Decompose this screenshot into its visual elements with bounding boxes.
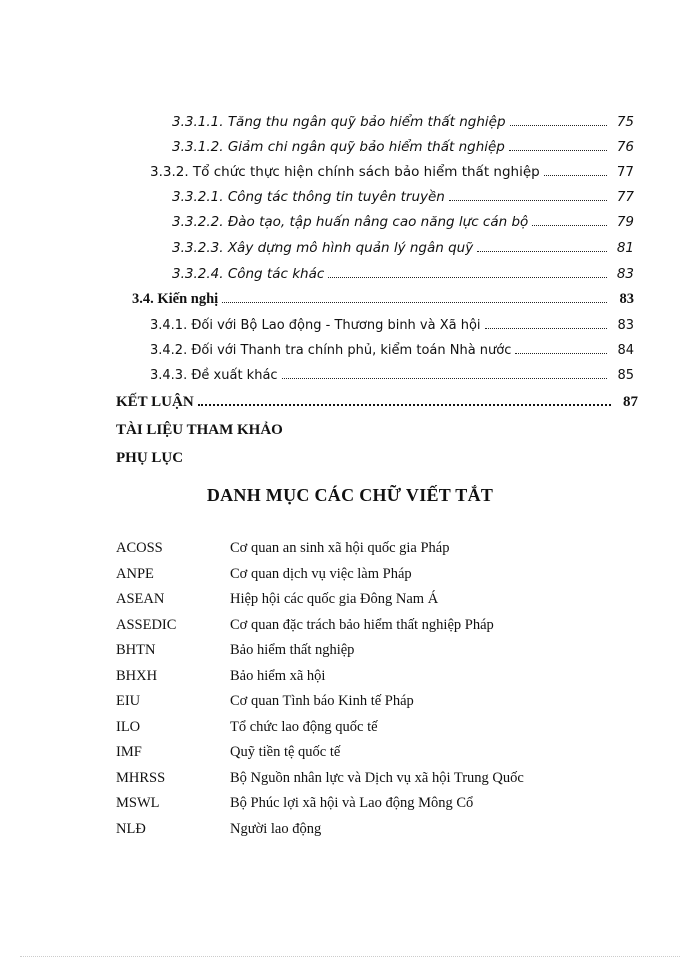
abbreviation-row <box>116 642 636 659</box>
abbreviation-meaning: Cơ quan dịch vụ việc làm Pháp <box>230 566 412 582</box>
abbreviation-row <box>116 668 636 685</box>
toc-leader-dots <box>449 199 607 201</box>
toc-entry[interactable] <box>150 343 634 358</box>
page-bottom-divider <box>20 956 680 957</box>
abbreviation-code: BHXH <box>116 668 158 684</box>
toc-entry-page: 83 <box>617 318 634 333</box>
abbreviation-code: MSWL <box>116 795 160 811</box>
toc-entry-title: 3.4.3. Đề xuất khác <box>150 368 278 383</box>
abbreviation-meaning: Người lao động <box>230 821 322 837</box>
toc-entry[interactable] <box>150 164 634 180</box>
toc-entry[interactable] <box>150 318 634 333</box>
toc-entry-title: 3.4.2. Đối với Thanh tra chính phủ, kiểm toán Nhà nước <box>150 343 512 358</box>
abbreviation-code: ACOSS <box>116 540 163 556</box>
toc-entry[interactable] <box>172 139 634 155</box>
abbreviation-row <box>116 795 636 812</box>
abbreviation-code: IMF <box>116 744 142 760</box>
abbreviation-meaning: Tổ chức lao động quốc tế <box>230 719 378 735</box>
toc-entry-page: 83 <box>616 266 634 282</box>
toc-entry-page: 85 <box>617 368 634 383</box>
toc-entry-page: 77 <box>616 189 634 205</box>
abbreviation-meaning: Cơ quan an sinh xã hội quốc gia Pháp <box>230 540 450 556</box>
abbreviation-row <box>116 744 636 761</box>
toc-entry-page: 77 <box>616 164 634 180</box>
abbreviation-row <box>116 540 636 557</box>
toc-entry-page: 83 <box>619 291 634 307</box>
toc-entry[interactable] <box>172 240 634 256</box>
toc-appendix[interactable]: PHỤ LỤC <box>116 450 184 466</box>
abbreviation-row <box>116 566 636 583</box>
toc-entry-title: 3.3.2.3. Xây dựng mô hình quản lý ngân quỹ <box>172 240 474 256</box>
abbreviation-row <box>116 719 636 736</box>
abbreviation-code: ASEAN <box>116 591 165 607</box>
toc-entry-page: 79 <box>616 214 634 230</box>
toc-entry[interactable] <box>150 368 634 383</box>
toc-entry-title: 3.3.1.1. Tăng thu ngân quỹ bảo hiểm thất nghiệp <box>172 114 506 130</box>
toc-entry[interactable] <box>132 291 634 308</box>
toc-entry-page: 87 <box>623 394 638 410</box>
abbreviation-meaning: Cơ quan đặc trách bảo hiểm thất nghiệp Pháp <box>230 617 494 633</box>
toc-entry-title: 3.4. Kiến nghị <box>132 291 219 307</box>
toc-leader-dots <box>222 301 607 303</box>
toc-entry-page: 81 <box>616 240 634 256</box>
abbreviation-meaning: Cơ quan Tình báo Kinh tế Pháp <box>230 693 414 709</box>
abbreviation-code: EIU <box>116 693 141 709</box>
abbreviation-meaning: Quỹ tiền tệ quốc tế <box>230 744 341 760</box>
toc-entry-title: 3.3.2. Tổ chức thực hiện chính sách bảo hiểm thất nghiệp <box>150 164 540 180</box>
toc-leader-dots <box>544 174 607 176</box>
abbreviation-row <box>116 591 636 608</box>
toc-entry-conclusion[interactable] <box>116 394 638 411</box>
abbreviation-code: ASSEDIC <box>116 617 177 633</box>
toc-leader-dots <box>328 276 607 278</box>
toc-entry-page: 76 <box>616 139 634 155</box>
toc-leader-dots <box>515 352 607 354</box>
abbreviation-row <box>116 821 636 838</box>
abbreviation-meaning: Hiệp hội các quốc gia Đông Nam Á <box>230 591 439 607</box>
abbreviation-row <box>116 617 636 634</box>
abbreviation-meaning: Bảo hiểm xã hội <box>230 668 326 684</box>
abbreviation-row <box>116 693 636 710</box>
toc-entry-title: 3.3.2.2. Đào tạo, tập huấn nâng cao năng lực cán bộ <box>172 214 529 230</box>
abbreviation-code: ANPE <box>116 566 154 582</box>
toc-entry[interactable] <box>172 189 634 205</box>
toc-entry-title: 3.3.1.2. Giảm chi ngân quỹ bảo hiểm thất nghiệp <box>172 139 505 155</box>
toc-entry[interactable] <box>172 114 634 130</box>
toc-entry-title: 3.4.1. Đối với Bộ Lao động - Thương binh và Xã hội <box>150 318 481 333</box>
abbreviations-heading: DANH MỤC CÁC CHỮ VIẾT TẮT <box>206 485 494 505</box>
toc-leader-dots <box>485 327 607 329</box>
toc-leader-dots <box>198 403 611 406</box>
abbreviation-code: NLĐ <box>116 821 146 837</box>
toc-entry-title: KẾT LUẬN <box>116 394 194 410</box>
toc-entry-page: 75 <box>616 114 634 130</box>
abbreviation-meaning: Bộ Phúc lợi xã hội và Lao động Mông Cổ <box>230 795 474 811</box>
toc-entry-title: 3.3.2.4. Công tác khác <box>172 266 325 282</box>
toc-entry-title: 3.3.2.1. Công tác thông tin tuyên truyền <box>172 189 445 205</box>
abbreviation-code: ILO <box>116 719 141 735</box>
toc-leader-dots <box>510 124 607 126</box>
abbreviation-meaning: Bộ Nguồn nhân lực và Dịch vụ xã hội Trung Quốc <box>230 770 524 786</box>
abbreviation-code: MHRSS <box>116 770 166 786</box>
toc-references[interactable]: TÀI LIỆU THAM KHẢO <box>116 422 283 438</box>
toc-entry-page: 84 <box>617 343 634 358</box>
toc-entry[interactable] <box>172 214 634 230</box>
toc-leader-dots <box>509 149 607 151</box>
toc-entry[interactable] <box>172 266 634 282</box>
abbreviation-meaning: Bảo hiểm thất nghiệp <box>230 642 355 658</box>
toc-leader-dots <box>532 224 607 226</box>
abbreviation-code: BHTN <box>116 642 156 658</box>
abbreviation-row <box>116 770 636 787</box>
toc-leader-dots <box>282 377 607 379</box>
toc-leader-dots <box>477 250 607 252</box>
